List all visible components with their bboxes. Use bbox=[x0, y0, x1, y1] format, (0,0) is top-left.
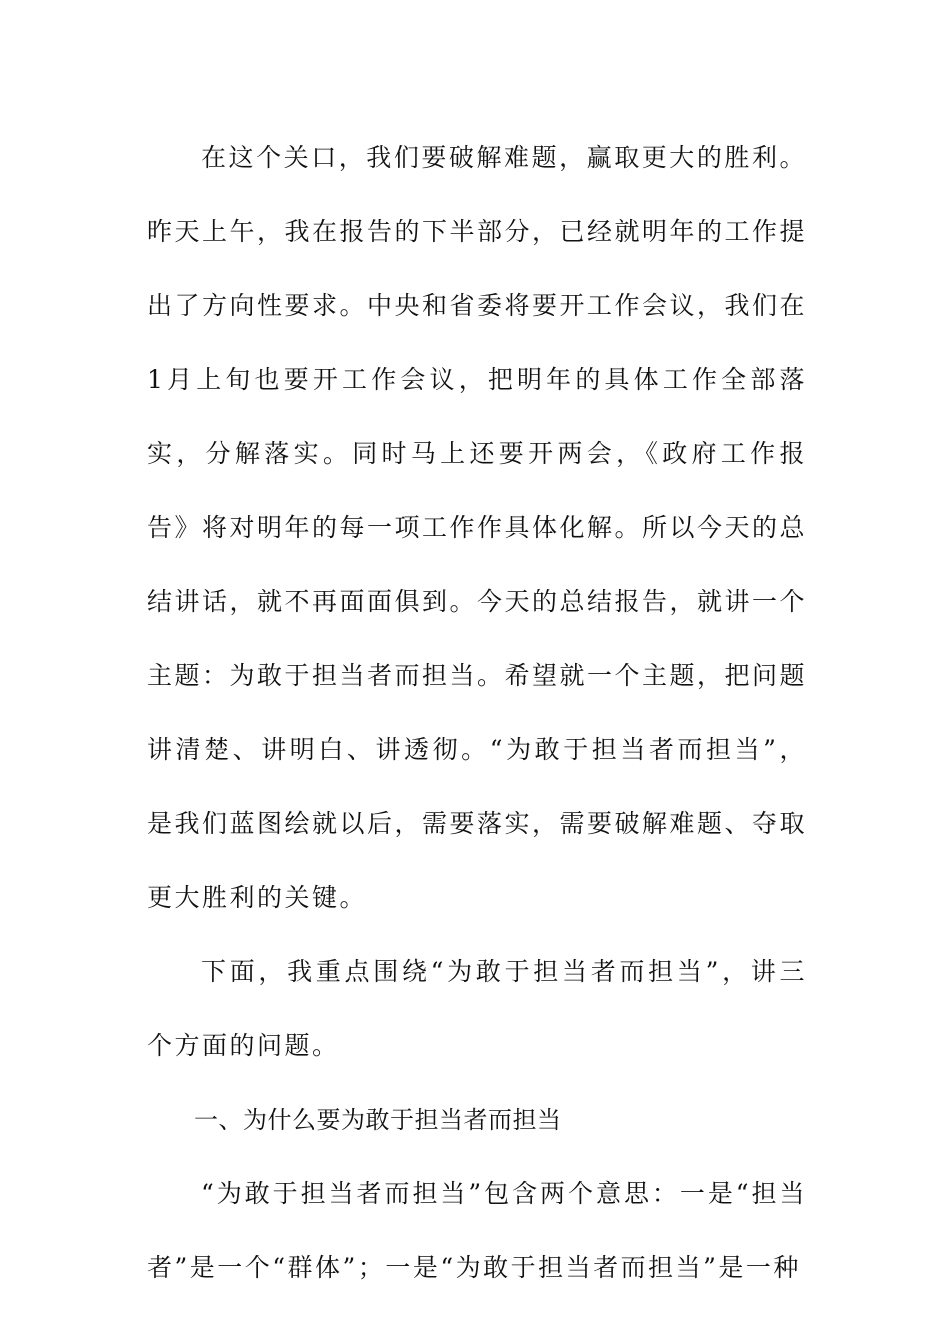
paragraph-intro: 在这个关口，我们要破解难题，赢取更大的胜利。昨天上午，我在报告的下半部分，已经就明年的工作提出了方向性要求。中央和省委将要开工作会议，我们在1月上旬也要开工作会议，把明年的具体工作全部落实，分解落实。同时马上还要开两会，《政府工作报告》将对明年的每一项工作作具体化解。所以今天的总结讲话，就不再面面俱到。今天的总结报告，就讲一个主题：为敢于担当者而担当。希望就一个主题，把问题讲清楚、讲明白、讲透彻。“为敢于担当者而担当”，是我们蓝图绘就以后，需要落实，需要破解难题、夺取更大胜利的关键。 bbox=[147, 143, 808, 912]
section-heading: 一、为什么要为敢于担当者而担当 bbox=[194, 1106, 562, 1134]
paragraph-section-start: “为敢于担当者而担当”包含两个意思：一是“担当者”是一个“群体”；一是“为敢于担当者而担当”是一种 bbox=[147, 1179, 807, 1282]
paragraph-outline: 下面，我重点围绕“为敢于担当者而担当”，讲三个方面的问题。 bbox=[147, 957, 807, 1060]
document-body bbox=[147, 121, 807, 1305]
